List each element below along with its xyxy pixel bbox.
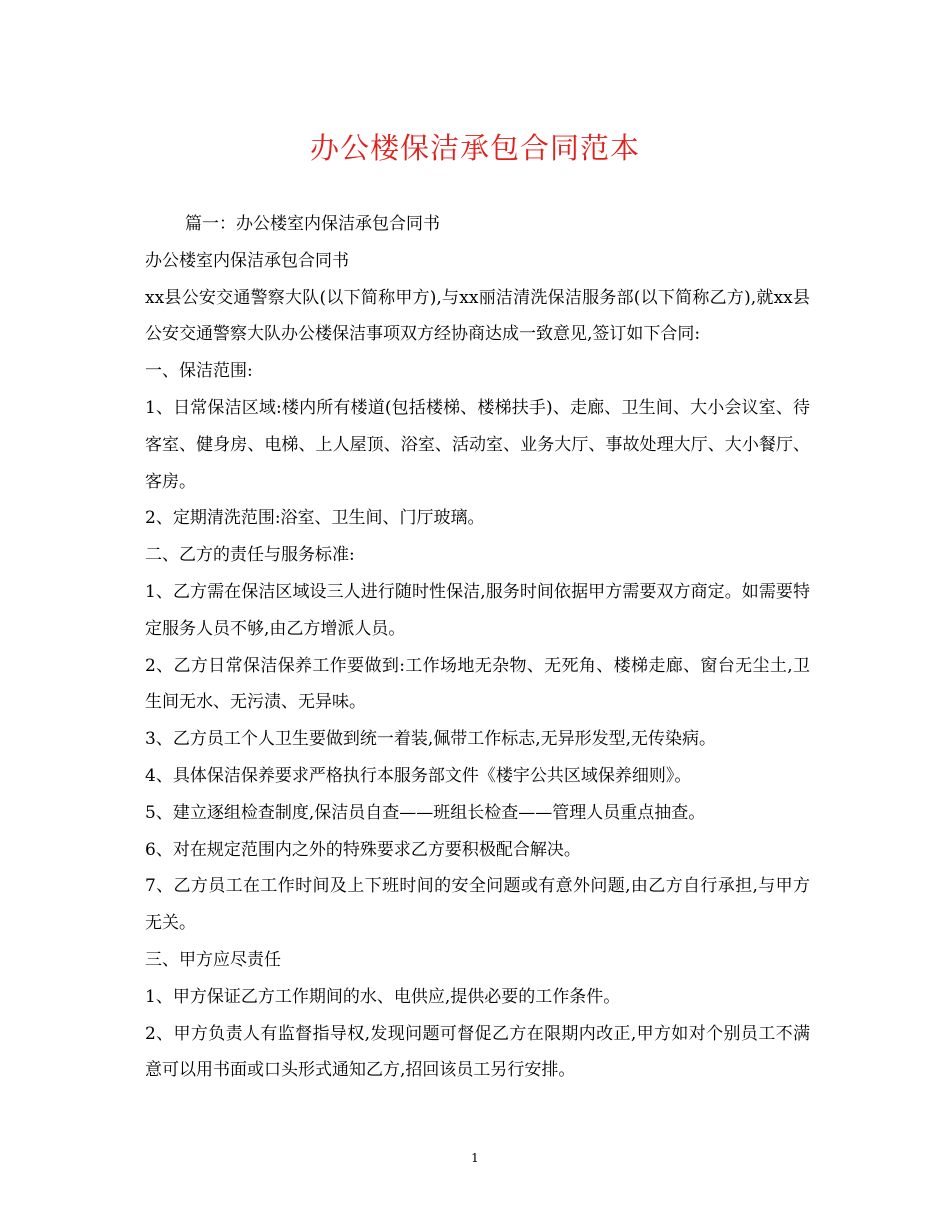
document-title: 办公楼保洁承包合同范本: [309, 131, 640, 165]
paragraph-party-a-item-2: 2、甲方负责人有监督指导权,发现问题可督促乙方在限期内改正,甲方如对个别员工不满意可以用书面或口头形式通知乙方,招回该员工另行安排。: [145, 1023, 810, 1081]
paragraph-party-b-item-1: 1、乙方需在保洁区域设三人进行随时性保洁,服务时间依据甲方需要双方商定。如需要特定服务人员不够,由乙方增派人员。: [145, 581, 810, 639]
section-heading-chapter-one: 篇一：办公楼室内保洁承包合同书: [185, 214, 440, 234]
paragraph-parties: xx县公安交通警察大队(以下简称甲方),与xx丽洁清洗保洁服务部(以下简称乙方),就xx县公安交通警察大队办公楼保洁事项双方经协商达成一致意见,签订如下合同:: [145, 287, 810, 345]
paragraph-party-b-item-4: 4、具体保洁保养要求严格执行本服务部文件《楼宇公共区域保养细则》。: [145, 765, 692, 786]
section-heading-party-a-duties: 三、甲方应尽责任: [145, 949, 281, 970]
contract-heading: 办公楼室内保洁承包合同书: [145, 250, 349, 271]
paragraph-party-b-item-5: 5、建立逐组检查制度,保洁员自查——班组长检查——管理人员重点抽查。: [145, 802, 706, 823]
paragraph-party-b-item-3: 3、乙方员工个人卫生要做到统一着装,佩带工作标志,无异形发型,无传染病。: [145, 729, 717, 750]
section-heading-party-b-duties: 二、乙方的责任与服务标准:: [145, 545, 355, 566]
paragraph-party-b-item-6: 6、对在规定范围内之外的特殊要求乙方要积极配合解决。: [145, 839, 581, 860]
paragraph-party-b-item-7: 7、乙方员工在工作时间及上下班时间的安全问题或有意外问题,由乙方自行承担,与甲方无关。: [145, 876, 810, 934]
section-heading-scope: 一、保洁范围:: [145, 361, 253, 382]
paragraph-party-a-item-1: 1、甲方保证乙方工作期间的水、电供应,提供必要的工作条件。: [145, 986, 621, 1007]
paragraph-party-b-item-2: 2、乙方日常保洁保养工作要做到:工作场地无杂物、无死角、楼梯走廊、窗台无尘土,卫生间无水、无污渍、无异味。: [145, 655, 810, 713]
paragraph-daily-cleaning-area: 1、日常保洁区域:楼内所有楼道(包括楼梯、楼梯扶手)、走廊、卫生间、大小会议室、待客室、健身房、电梯、上人屋顶、浴室、活动室、业务大厅、事故处理大厅、大小餐厅、客房。: [145, 397, 810, 492]
paragraph-periodic-cleaning: 2、定期清洗范围:浴室、卫生间、门厅玻璃。: [145, 508, 485, 529]
page-number: 1: [471, 1151, 479, 1165]
document-body: [145, 206, 810, 1089]
